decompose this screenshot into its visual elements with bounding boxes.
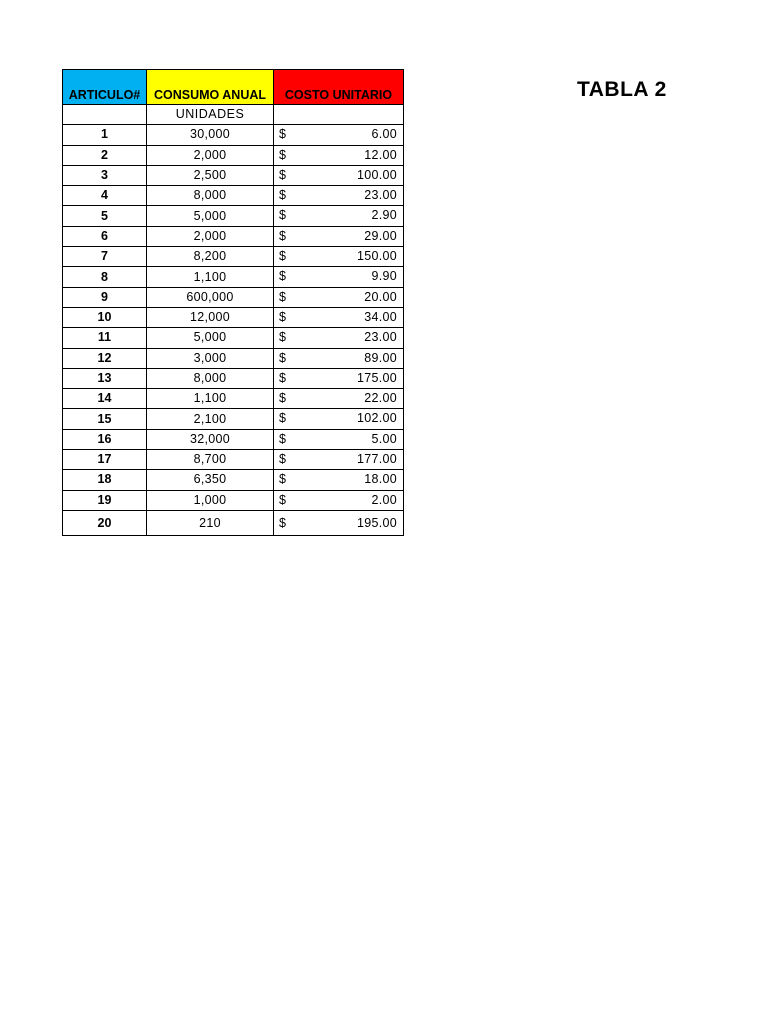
table-row	[63, 328, 404, 348]
units-row	[63, 105, 404, 125]
currency-symbol: $	[279, 249, 286, 264]
costo-cell	[274, 409, 404, 429]
articulo-cell: 18	[63, 470, 147, 490]
costo-amount: 29.00	[364, 228, 397, 243]
currency-symbol: $	[279, 309, 286, 324]
currency-symbol: $	[279, 188, 286, 203]
costo-cell	[274, 429, 404, 449]
articulo-cell: 9	[63, 287, 147, 307]
units-empty-cell	[274, 105, 404, 125]
header-row	[63, 70, 404, 105]
consumo-cell: 1,000	[147, 490, 274, 510]
table-row	[63, 348, 404, 368]
consumo-cell: 32,000	[147, 429, 274, 449]
units-label: UNIDADES	[147, 105, 274, 125]
articulo-cell: 5	[63, 206, 147, 226]
header-articulo: ARTICULO#	[63, 70, 147, 105]
costo-amount: 23.00	[364, 330, 397, 345]
consumo-cell: 1,100	[147, 389, 274, 409]
table-row	[63, 247, 404, 267]
table-row	[63, 490, 404, 510]
consumo-cell: 2,000	[147, 145, 274, 165]
currency-symbol: $	[279, 330, 286, 345]
currency-symbol: $	[279, 147, 286, 162]
costo-cell	[274, 165, 404, 185]
costo-cell	[274, 389, 404, 409]
articulo-cell: 17	[63, 450, 147, 470]
consumo-cell: 210	[147, 510, 274, 535]
costo-cell	[274, 247, 404, 267]
costo-amount: 102.00	[356, 411, 397, 426]
table-row	[63, 165, 404, 185]
currency-symbol: $	[279, 208, 286, 223]
currency-symbol: $	[279, 515, 286, 530]
costo-amount: 6.00	[371, 127, 397, 142]
currency-symbol: $	[279, 350, 286, 365]
consumo-cell: 8,700	[147, 450, 274, 470]
costo-amount: 89.00	[364, 350, 397, 365]
costo-cell	[274, 267, 404, 287]
costo-amount: 100.00	[356, 167, 397, 182]
costo-cell	[274, 307, 404, 327]
table-row	[63, 429, 404, 449]
articulo-cell: 4	[63, 186, 147, 206]
table-row	[63, 307, 404, 327]
currency-symbol: $	[279, 269, 286, 284]
costo-amount: 12.00	[364, 147, 397, 162]
costo-amount: 2.90	[371, 208, 397, 223]
table-row	[63, 368, 404, 388]
header-costo-unitario: COSTO UNITARIO	[274, 70, 404, 105]
currency-symbol: $	[279, 289, 286, 304]
costo-amount: 20.00	[364, 289, 397, 304]
costo-cell	[274, 287, 404, 307]
articulo-cell: 6	[63, 226, 147, 246]
costo-cell	[274, 145, 404, 165]
articulo-cell: 15	[63, 409, 147, 429]
costo-amount: 5.00	[371, 431, 397, 446]
currency-symbol: $	[279, 411, 286, 426]
costo-amount: 22.00	[364, 391, 397, 406]
articulo-cell: 7	[63, 247, 147, 267]
consumo-cell: 2,000	[147, 226, 274, 246]
currency-symbol: $	[279, 492, 286, 507]
costo-amount: 150.00	[356, 249, 397, 264]
currency-symbol: $	[279, 370, 286, 385]
currency-symbol: $	[279, 472, 286, 487]
articulo-cell: 3	[63, 165, 147, 185]
costo-amount: 9.90	[371, 269, 397, 284]
costo-cell	[274, 450, 404, 470]
articles-table	[62, 69, 404, 536]
costo-amount: 2.00	[371, 492, 397, 507]
table-row	[63, 226, 404, 246]
articulo-cell: 16	[63, 429, 147, 449]
articulo-cell: 20	[63, 510, 147, 535]
table-row	[63, 470, 404, 490]
costo-amount: 195.00	[356, 515, 397, 530]
costo-amount: 175.00	[356, 370, 397, 385]
table-row	[63, 145, 404, 165]
costo-cell	[274, 470, 404, 490]
currency-symbol: $	[279, 452, 286, 467]
articulo-cell: 11	[63, 328, 147, 348]
table-row	[63, 510, 404, 535]
table-row	[63, 125, 404, 145]
costo-cell	[274, 348, 404, 368]
costo-cell	[274, 206, 404, 226]
articulo-cell: 8	[63, 267, 147, 287]
costo-cell	[274, 125, 404, 145]
table-row	[63, 186, 404, 206]
articulo-cell: 2	[63, 145, 147, 165]
table-row	[63, 409, 404, 429]
consumo-cell: 600,000	[147, 287, 274, 307]
consumo-cell: 1,100	[147, 267, 274, 287]
consumo-cell: 2,500	[147, 165, 274, 185]
costo-cell	[274, 368, 404, 388]
table-row	[63, 267, 404, 287]
table-row	[63, 287, 404, 307]
units-empty-cell	[63, 105, 147, 125]
currency-symbol: $	[279, 127, 286, 142]
currency-symbol: $	[279, 391, 286, 406]
consumo-cell: 8,000	[147, 368, 274, 388]
table-row	[63, 450, 404, 470]
consumo-cell: 3,000	[147, 348, 274, 368]
consumo-cell: 12,000	[147, 307, 274, 327]
costo-cell	[274, 186, 404, 206]
costo-cell	[274, 328, 404, 348]
currency-symbol: $	[279, 167, 286, 182]
articulo-cell: 19	[63, 490, 147, 510]
costo-amount: 34.00	[364, 309, 397, 324]
articulo-cell: 1	[63, 125, 147, 145]
consumo-cell: 2,100	[147, 409, 274, 429]
table-row	[63, 206, 404, 226]
currency-symbol: $	[279, 228, 286, 243]
consumo-cell: 30,000	[147, 125, 274, 145]
costo-amount: 18.00	[364, 472, 397, 487]
consumo-cell: 8,200	[147, 247, 274, 267]
consumo-cell: 5,000	[147, 328, 274, 348]
articulo-cell: 13	[63, 368, 147, 388]
costo-cell	[274, 226, 404, 246]
table-row	[63, 389, 404, 409]
consumo-cell: 5,000	[147, 206, 274, 226]
articulo-cell: 10	[63, 307, 147, 327]
table-title: TABLA 2	[577, 78, 667, 101]
costo-cell	[274, 490, 404, 510]
currency-symbol: $	[279, 431, 286, 446]
costo-amount: 23.00	[364, 188, 397, 203]
consumo-cell: 6,350	[147, 470, 274, 490]
consumo-cell: 8,000	[147, 186, 274, 206]
header-consumo-anual: CONSUMO ANUAL	[147, 70, 274, 105]
costo-cell	[274, 510, 404, 535]
articulo-cell: 12	[63, 348, 147, 368]
costo-amount: 177.00	[356, 452, 397, 467]
articulo-cell: 14	[63, 389, 147, 409]
